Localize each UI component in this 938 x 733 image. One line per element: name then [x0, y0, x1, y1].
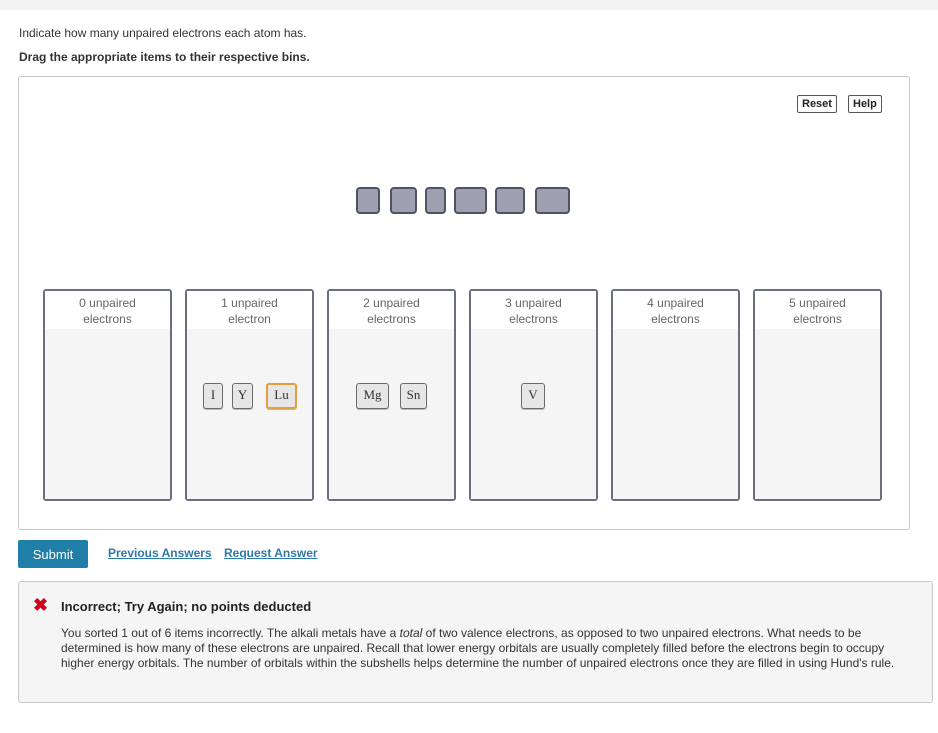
bin-drop-area[interactable]: [187, 329, 312, 499]
placeholder-tile: [454, 187, 487, 214]
bin-label: 0 unpaired electrons: [45, 291, 170, 329]
drag-drop-panel: [18, 76, 910, 530]
bin-3-unpaired[interactable]: [469, 289, 598, 501]
element-chip-sn[interactable]: Sn: [400, 383, 427, 409]
bin-drop-area[interactable]: [613, 329, 738, 499]
placeholder-tile: [535, 187, 570, 214]
bin-drop-area[interactable]: [45, 329, 170, 499]
bin-1-unpaired[interactable]: [185, 289, 314, 501]
bin-label: 5 unpaired electrons: [755, 291, 880, 329]
bin-drop-area[interactable]: [329, 329, 454, 499]
placeholder-tile: [495, 187, 525, 214]
question-prompt: Indicate how many unpaired electrons each atom has.: [19, 26, 307, 40]
bin-label: 2 unpaired electrons: [329, 291, 454, 329]
bin-4-unpaired[interactable]: [611, 289, 740, 501]
bin-0-unpaired[interactable]: [43, 289, 172, 501]
bin-5-unpaired[interactable]: [753, 289, 882, 501]
question-directive: Drag the appropriate items to their respective bins.: [19, 50, 310, 64]
submit-button[interactable]: Submit: [18, 540, 88, 568]
bin-drop-area[interactable]: [755, 329, 880, 499]
bin-drop-area[interactable]: [471, 329, 596, 499]
element-chip-i[interactable]: I: [203, 383, 223, 409]
feedback-text: You sorted 1 out of 6 items incorrectly. The alkali metals have a total of two valence electrons, as opposed to two unpaired electrons. What needs to be determined is how many of these electrons are unpaired. Recall that lower energy orbitals are usually completely filled before the electrons begin to occupy higher energy orbitals. The number of orbitals within the subshells helps determine the number of unpaired electrons once they are filled in using Hund's rule.: [61, 626, 895, 670]
incorrect-x-icon: ✖: [33, 595, 49, 615]
placeholder-tile: [356, 187, 380, 214]
placeholder-tile: [390, 187, 417, 214]
feedback-panel: [18, 581, 933, 703]
bin-label: 3 unpaired electrons: [471, 291, 596, 329]
reset-button[interactable]: Reset: [797, 95, 837, 113]
help-button[interactable]: Help: [848, 95, 882, 113]
placeholder-tile: [425, 187, 446, 214]
element-chip-mg[interactable]: Mg: [356, 383, 389, 409]
bin-label: 1 unpaired electron: [187, 291, 312, 329]
previous-answers-link[interactable]: Previous Answers: [108, 546, 212, 560]
top-bar: [0, 0, 938, 10]
element-chip-v[interactable]: V: [521, 383, 545, 409]
element-chip-y[interactable]: Y: [232, 383, 253, 409]
request-answer-link[interactable]: Request Answer: [224, 546, 318, 560]
element-chip-lu[interactable]: Lu: [266, 383, 297, 409]
bin-label: 4 unpaired electrons: [613, 291, 738, 329]
feedback-title: Incorrect; Try Again; no points deducted: [61, 599, 312, 614]
bin-2-unpaired[interactable]: [327, 289, 456, 501]
